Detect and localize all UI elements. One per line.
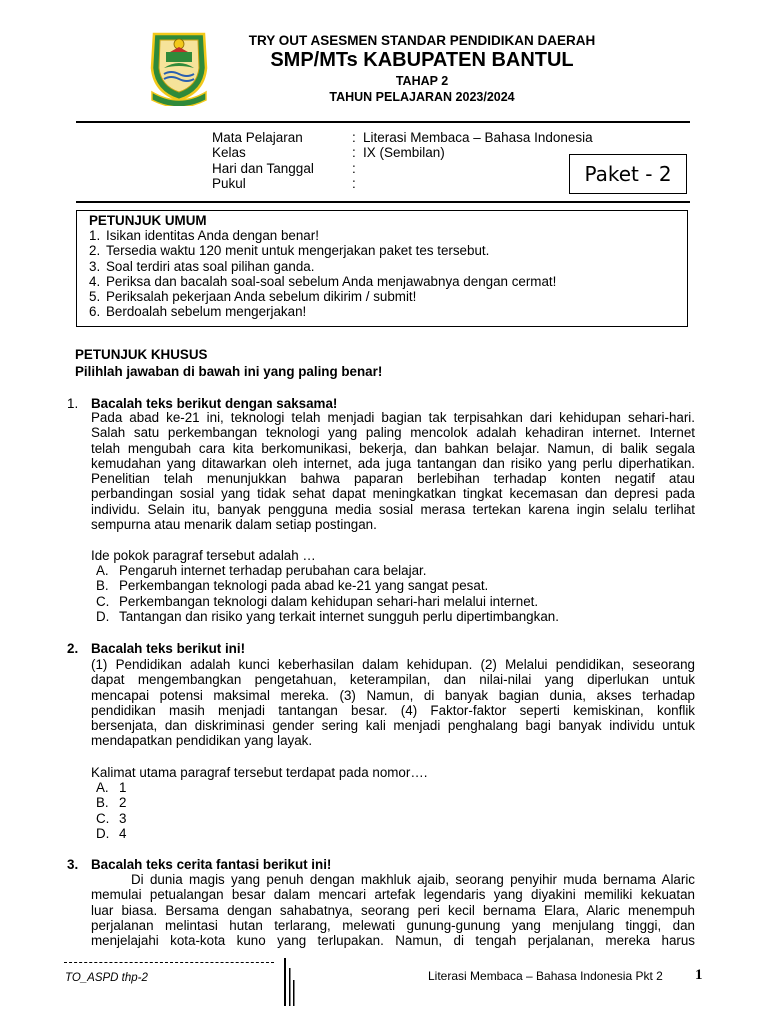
header-line-4: TAHUN PELAJARAN 2023/2024 xyxy=(329,90,515,104)
info-divider xyxy=(76,201,690,203)
question-1-number: 1. xyxy=(67,396,79,411)
answer-option: C. 3 xyxy=(96,810,127,826)
question-3-passage xyxy=(91,872,695,948)
question-2-number: 2. xyxy=(67,641,79,656)
footer-code: TO_ASPD thp-2 xyxy=(65,972,148,984)
passage-line: individu. Selain itu, banyak pengguna media sosial merasa tertekan karena ingin selalu terlihat xyxy=(91,501,695,517)
list-item: 6. Berdoalah sebelum mengerjakan! xyxy=(89,304,307,320)
footer-divider xyxy=(64,962,274,963)
special-instructions-title: PETUNJUK KHUSUS xyxy=(75,347,208,362)
passage-line: menjelajahi kota-kota kuno yang terlupakan. Namun, di tengah perjalanan, mereka harus xyxy=(91,933,695,949)
question-3-heading: Bacalah teks cerita fantasi berikut ini! xyxy=(91,857,332,872)
passage-line: perbandingan sosial yang tidak sehat dapat meningkatkan tingkat kecemasan dan depresi pada xyxy=(91,486,695,502)
regency-emblem-logo xyxy=(146,28,212,106)
special-instructions-subtitle: Pilihlah jawaban di bawah ini yang paling benar! xyxy=(75,364,383,379)
footer-subject: Literasi Membaca – Bahasa Indonesia Pkt 2 xyxy=(428,969,663,983)
passage-line: (1) Pendidikan adalah kunci keberhasilan dalam kehidupan. (2) Melalui pendidikan, seseorang xyxy=(91,657,695,672)
info-row: Hari dan Tanggal : xyxy=(212,160,356,176)
general-instructions-title: PETUNJUK UMUM xyxy=(89,213,207,228)
passage-line: telah mengubah cara kita berkomunikasi, bekerja, dan bahkan belajar. Namun, di balik segala xyxy=(91,440,695,456)
list-item: 2. Tersedia waktu 120 menit untuk mengerjakan paket tes tersebut. xyxy=(89,243,490,259)
passage-line: Pada abad ke-21 ini, teknologi telah menjadi bagian tak terpisahkan dari kehidupan sehari-hari. xyxy=(91,410,695,425)
question-2-heading: Bacalah teks berikut ini! xyxy=(91,641,246,656)
question-2-options xyxy=(96,780,126,841)
passage-line: pendidikan masih menjadi tantangan besar. (4) Faktor-faktor seperti kemiskinan, konflik xyxy=(91,702,695,718)
passage-line: kemudahan yang ditawarkan oleh internet, ada juga tantangan dan risiko yang perlu diperhatikan. xyxy=(91,455,695,471)
passage-line: Salah satu perkembangan teknologi yang paling mencolok adalah kehadiran internet. Internet xyxy=(91,425,695,441)
list-item: 1. Isikan identitas Anda dengan benar! xyxy=(89,228,319,244)
answer-option: A. 1 xyxy=(96,780,127,795)
header-line-1: TRY OUT ASESMEN STANDAR PENDIDIKAN DAERAH xyxy=(248,33,596,48)
paket-label: Paket - 2 xyxy=(569,154,687,194)
list-item: 3. Soal terdiri atas soal pilihan ganda. xyxy=(89,258,315,274)
info-row: Kelas : IX (Sembilan) xyxy=(212,145,445,161)
info-row: Pukul : xyxy=(212,175,356,191)
passage-line: sempurna atau menarik dalam setiap postingan. xyxy=(91,517,377,533)
question-2-prompt: Kalimat utama paragraf tersebut terdapat pada nomor…. xyxy=(91,765,428,780)
question-1-options xyxy=(96,563,559,624)
header-line-3: TAHAP 2 xyxy=(395,74,449,88)
answer-option: C. Perkembangan teknologi dalam kehidupan sehari-hari melalui internet. xyxy=(96,593,539,609)
answer-option: D. 4 xyxy=(96,825,127,841)
general-instructions xyxy=(89,213,556,319)
passage-line: luar biasa. Bersama dengan sahabatnya, seorang peri kecil bernama Elara, Alaric menempuh xyxy=(91,902,695,918)
page-number: 1 xyxy=(695,967,703,983)
question-1-prompt: Ide pokok paragraf tersebut adalah … xyxy=(91,548,316,563)
barcode-mark xyxy=(284,958,298,1011)
question-1-heading: Bacalah teks berikut dengan saksama! xyxy=(91,396,338,411)
passage-line: mendapatkan pendidikan yang layak. xyxy=(91,733,313,749)
answer-option: A. Pengaruh internet terhadap perubahan cara belajar. xyxy=(96,563,427,578)
header-line-2: SMP/MTs KABUPATEN BANTUL xyxy=(270,49,574,71)
header-divider xyxy=(76,121,690,123)
info-row: Mata Pelajaran : Literasi Membaca – Bahasa Indonesia xyxy=(212,130,593,145)
question-3-number: 3. xyxy=(67,857,79,872)
answer-option: B. Perkembangan teknologi pada abad ke-21 yang sangat pesat. xyxy=(96,578,489,594)
answer-option: B. 2 xyxy=(96,795,127,811)
exam-info xyxy=(212,130,593,191)
question-1-passage xyxy=(91,410,695,532)
passage-line: memulai petualangan besar dalam mencari artefak legendaris yang diyakini memiliki kekuatan xyxy=(91,887,695,903)
passage-line: Penelitian telah menunjukkan bahwa paparan berlebihan terhadap konten negatif atau xyxy=(91,471,695,487)
passage-line: perjalanan melintasi hutan terlarang, melewati gunung-gunung yang menjulang tinggi, dan xyxy=(91,917,695,933)
passage-line: bersenjata, dan diskriminasi gender sering kali menjadi penghalang bagi banyak individu untuk xyxy=(91,718,695,734)
question-2-passage xyxy=(91,657,695,749)
answer-option: D. Tantangan dan risiko yang terkait internet sungguh perlu dipertimbangkan. xyxy=(96,608,559,624)
passage-line: Di dunia magis yang penuh dengan makhluk ajaib, seorang penyihir muda bernama Alaric xyxy=(131,872,695,887)
passage-line: mencapai potensi maksimal mereka. (3) Namun, di banyak bagian dunia, akses terhadap xyxy=(91,687,695,703)
passage-line: dapat mengembangkan pengetahuan, keterampilan, dan nilai-nilai yang diperlukan untuk xyxy=(91,672,695,688)
list-item: 4. Periksa dan bacalah soal-soal sebelum Anda menjawabnya dengan cermat! xyxy=(89,273,557,289)
list-item: 5. Periksalah pekerjaan Anda sebelum dikirim / submit! xyxy=(89,289,417,305)
